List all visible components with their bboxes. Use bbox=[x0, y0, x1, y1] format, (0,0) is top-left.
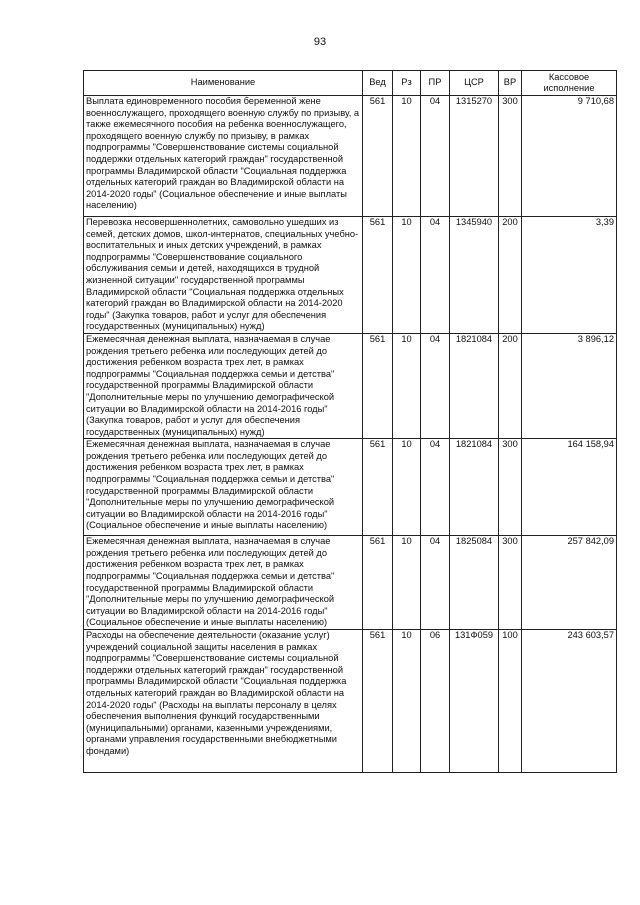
row-csr: 1345940 bbox=[450, 217, 499, 334]
row-vr: 300 bbox=[499, 96, 522, 217]
header-pr: ПР bbox=[421, 71, 450, 96]
row-rz: 10 bbox=[393, 217, 421, 334]
row-ved: 561 bbox=[363, 630, 393, 773]
row-amount: 3 896,12 bbox=[522, 333, 617, 438]
row-name: Ежемесячная денежная выплата, назначаемая в случае рождения третьего ребенка или последующих детей до достижения ребенком возраста трех лет, в рамках подпрограммы "Социальная поддержка семьи и детства" государственной программы Владимирской области "Дополнительные меры по улучшению демографической ситуации во Владимирской области на 2014-2016 годы" (Социальное обеспечение и иные выплаты населению) bbox=[84, 439, 363, 536]
header-amount: Кассовое исполнение bbox=[522, 71, 617, 96]
row-rz: 10 bbox=[393, 333, 421, 438]
row-vr: 300 bbox=[499, 536, 522, 630]
row-pr: 04 bbox=[421, 96, 450, 217]
row-amount: 3,39 bbox=[522, 217, 617, 334]
row-pr: 04 bbox=[421, 217, 450, 334]
header-name: Наименование bbox=[84, 71, 363, 96]
page-number: 93 bbox=[313, 36, 327, 48]
row-amount: 164 158,94 bbox=[522, 439, 617, 536]
row-csr: 1821084 bbox=[450, 439, 499, 536]
table-header-row bbox=[84, 71, 617, 96]
table-row bbox=[84, 536, 617, 630]
row-rz: 10 bbox=[393, 96, 421, 217]
row-pr: 04 bbox=[421, 333, 450, 438]
row-amount: 9 710,68 bbox=[522, 96, 617, 217]
row-name: Выплата единовременного пособия беременной жене военнослужащего, проходящего военную службу по призыву, а также ежемесячного пособия на ребенка военнослужащего, проходящего военную службу по призыву, в рамках подпрограммы "Совершенствование системы социальной поддержки отдельных категорий граждан" государственной программы Владимирской области "Социальная поддержка отдельных категорий граждан во Владимирской области на 2014-2020 годы" (Социальное обеспечение и иные выплаты населению) bbox=[84, 96, 363, 217]
table-row bbox=[84, 439, 617, 536]
header-ved: Вед bbox=[363, 71, 393, 96]
row-vr: 300 bbox=[499, 439, 522, 536]
row-name: Ежемесячная денежная выплата, назначаемая в случае рождения третьего ребенка или последующих детей до достижения ребенком возраста трех лет, в рамках подпрограммы "Социальная поддержка семьи и детства" государственной программы Владимирской области "Дополнительные меры по улучшению демографической ситуации во Владимирской области на 2014-2016 годы" (Социальное обеспечение и иные выплаты населению) bbox=[84, 536, 363, 630]
row-csr: 1315270 bbox=[450, 96, 499, 217]
row-ved: 561 bbox=[363, 96, 393, 217]
row-vr: 200 bbox=[499, 217, 522, 334]
row-amount: 243 603,57 bbox=[522, 630, 617, 773]
row-pr: 04 bbox=[421, 536, 450, 630]
row-name: Перевозка несовершеннолетних, самовольно ушедших из семей, детских домов, школ-интернатов, специальных учебно-воспитательных и иных детских учреждений, в рамках подпрограммы "Совершенствование социального обслуживания семьи и детей, находящихся в трудной жизненной ситуации" государственной программы Владимирской области "Социальная поддержка отдельных категорий граждан во Владимирской области на 2014-2020 годы" (Закупка товаров, работ и услуг для обеспечения государственных (муниципальных) нужд) bbox=[84, 217, 363, 334]
table-row bbox=[84, 217, 617, 334]
row-csr: 1821084 bbox=[450, 333, 499, 438]
row-csr: 131Ф059 bbox=[450, 630, 499, 773]
table-row bbox=[84, 96, 617, 217]
header-vr: ВР bbox=[499, 71, 522, 96]
row-ved: 561 bbox=[363, 439, 393, 536]
row-rz: 10 bbox=[393, 630, 421, 773]
row-csr: 1825084 bbox=[450, 536, 499, 630]
row-pr: 04 bbox=[421, 439, 450, 536]
table-row bbox=[84, 630, 617, 773]
row-vr: 100 bbox=[499, 630, 522, 773]
row-ved: 561 bbox=[363, 536, 393, 630]
row-vr: 200 bbox=[499, 333, 522, 438]
row-ved: 561 bbox=[363, 333, 393, 438]
row-ved: 561 bbox=[363, 217, 393, 334]
header-csr: ЦСР bbox=[450, 71, 499, 96]
row-rz: 10 bbox=[393, 439, 421, 536]
table-row bbox=[84, 333, 617, 438]
row-name: Расходы на обеспечение деятельности (оказание услуг) учреждений социальной защиты населения в рамках подпрограммы "Совершенствование системы социальной поддержки отдельных категорий граждан" государственной программы Владимирской области "Социальная поддержка отдельных категорий граждан во Владимирской области на 2014-2020 годы" (Расходы на выплаты персоналу в целях обеспечения выполнения функций государственными (муниципальными) органами, казенными учреждениями, органами управления государственными внебюджетными фондами) bbox=[84, 630, 363, 773]
budget-execution-table bbox=[83, 70, 617, 773]
row-pr: 06 bbox=[421, 630, 450, 773]
row-name: Ежемесячная денежная выплата, назначаемая в случае рождения третьего ребенка или последующих детей до достижения ребенком возраста трех лет, в рамках подпрограммы "Социальная поддержка семьи и детства" государственной программы Владимирской области "Дополнительные меры по улучшению демографической ситуации во Владимирской области на 2014-2016 годы" (Закупка товаров, работ и услуг для обеспечения государственных (муниципальных) нужд) bbox=[84, 333, 363, 438]
row-rz: 10 bbox=[393, 536, 421, 630]
header-rz: Рз bbox=[393, 71, 421, 96]
row-amount: 257 842,09 bbox=[522, 536, 617, 630]
